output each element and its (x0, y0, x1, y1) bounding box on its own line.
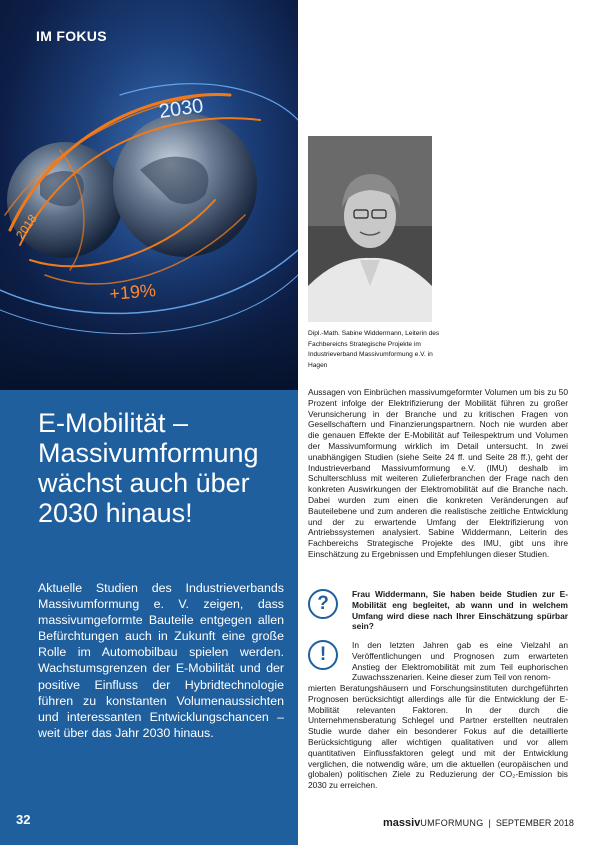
interview-question: Frau Widdermann, Sie haben beide Studien zur E-Mobilität eng begleitet, ab wann und in welchem Umfang wird diese nach Ihrer Einschätzung spürbar sein? (352, 589, 568, 632)
blue-column (0, 0, 298, 845)
headline-line: Massivumformung (38, 438, 259, 468)
section-label: IM FOKUS (36, 28, 107, 44)
interview-answer-start: In den letzten Jahren gab es eine Vielzahl an Veröffentlichungen und Prognosen zum erwarteten Anstieg der Elektromobilität mit zum Teil euphorischen Zuwachsszenarien. Keine dieser zum Teil von renom- (352, 640, 568, 683)
exclamation-mark-icon: ! (308, 640, 338, 670)
page-number: 32 (16, 812, 31, 827)
headline (38, 408, 288, 528)
brand-name-light: UMFORMUNG (420, 818, 484, 828)
globes-illustration (0, 0, 298, 390)
headline-line: wächst auch über (38, 468, 250, 498)
portrait-photo (308, 136, 432, 322)
interview-answer-continued: mierten Beratungshäusern und Forschungsinstituten durchgeführten Prognosen berücksichtigt allerdings alle für die Entwicklung der E-Mobilität relevanten Faktoren. In der durch die Unternehmensberatung Schlegel und Partner erstellten neutralen Studie wurde daher ein besonderer Fokus auf die detaillierte Berücksichtigung aller wichtigen qualitativen und vor allem quantitativen Einflussfaktoren gelegt und mit der Entwicklung verglichen, die notwendig wäre, um die aktuellen (europäischen und globalen) politischen Ziele zu Reduzierung der CO₂-Emission bis 2030 zu erreichen. (308, 683, 568, 791)
footer-separator: | (488, 818, 491, 828)
lead-paragraph: Aktuelle Studien des Industrieverbands Massivumformung e. V. zeigen, dass massivumgeformte Bauteile entgegen allen Befürchtungen auch in Zukunft eine große Rolle im Automobilbau spielen werden. Wachstumsgrenzen der E-Mobilität und der positive Einfluss der Hybridtechnologie führen zu konstanten Volumenaussichten und interessanten Entwicklungschancen – weit über das Jahr 2030 hinaus. (38, 581, 284, 740)
growth-label: +19% (108, 280, 157, 304)
hero-image (0, 0, 298, 390)
page-footer (383, 817, 574, 829)
intro-paragraph: Aussagen von Einbrüchen massivumgeformter Volumen um bis zu 50 Prozent infolge der Elektrifizierung der Mobilität führen zu großer Verunsicherung in der Branche und zu kritischen Fragen von Gesellschaftern und Finanzierungspartnern. Noch nie wurden aber die genauen Effekte der E-Mobilität auf Teilespektrum und Volumen der Massivumformung wirklich im Detail untersucht. In zwei unabhängigen Studien (siehe Seite 24 ff. und Seite 28 ff.), geht der Industrieverband Massivumformung e.V. (IMU) deshalb im Schulterschluss mit weiteren Zulieferbranchen der Frage nach den konkreten Auswirkungen der Elektromobilität auf die Branche nach. Dabei wurden zum einen die konkreten Veränderungen auf Bauteilebene und zum anderen die realistische zeitliche Entwicklung und der zu erwartende Umfang der Elektrifizierung von Antriebssystemen analysiert. Sabine Widdermann, Leiterin des Fachbereichs Strategische Projekte des IMU, gibt uns ihre Einschätzung zu Ergebnissen und Empfehlungen dieser Studien. (308, 387, 568, 559)
issue-date: SEPTEMBER 2018 (495, 818, 574, 828)
headline-line: E-Mobilität – (38, 408, 189, 438)
year-2018-label: 2018 (12, 211, 40, 242)
headline-line: 2030 hinaus! (38, 498, 193, 528)
brand-name-bold: massiv (383, 817, 421, 829)
portrait-caption: Dipl.-Math. Sabine Widdermann, Leiterin des Fachbereichs Strategische Projekte im Industrieverband Massivumformung e.V. in Hagen (308, 330, 440, 369)
year-2030-label: 2030 (157, 94, 205, 123)
question-mark-icon: ? (308, 589, 338, 619)
